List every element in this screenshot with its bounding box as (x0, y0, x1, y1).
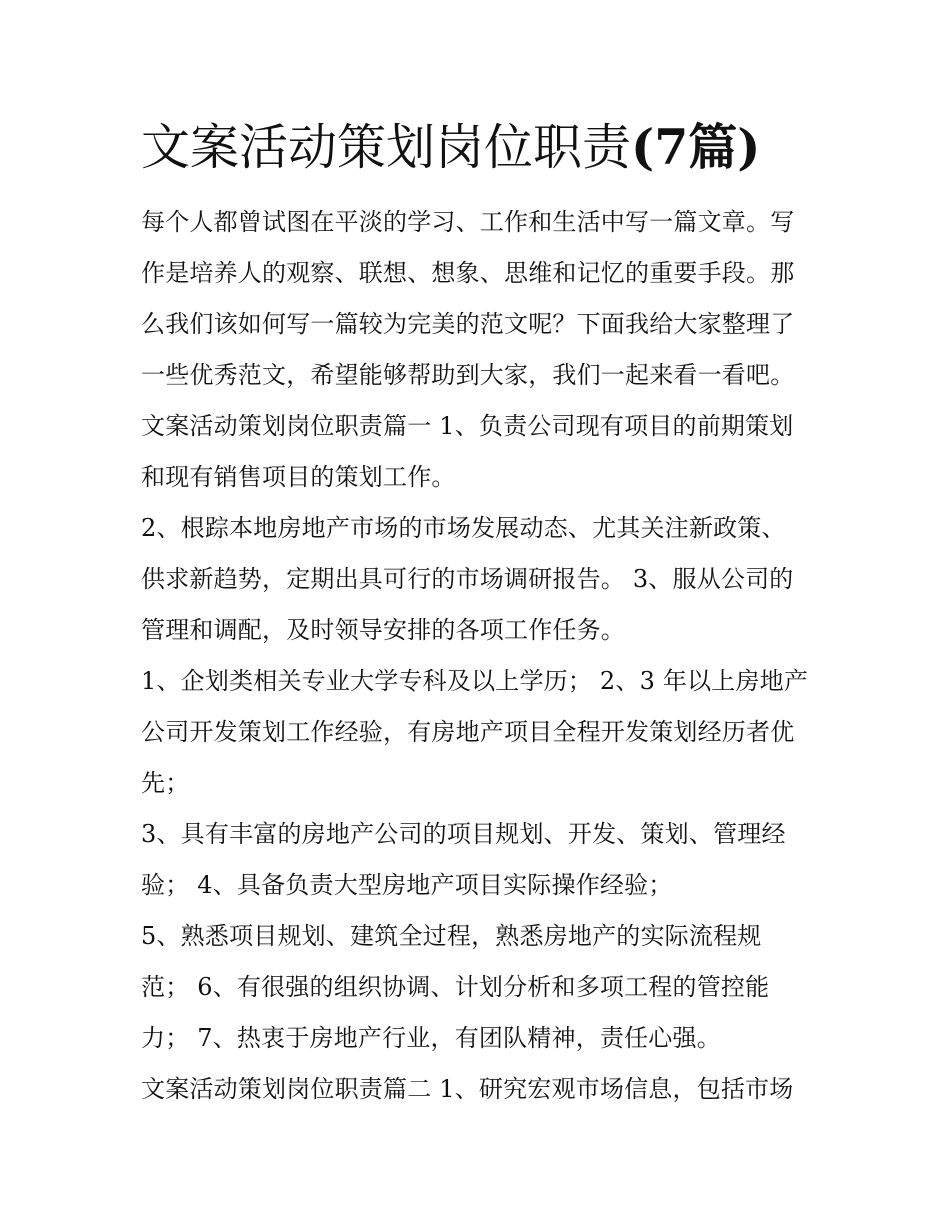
paragraph-line: 5、熟悉项目规划、建筑全过程，熟悉房地产的实际流程规 (141, 922, 762, 950)
paragraph-line: 一些优秀范文，希望能够帮助到大家，我们一起来看一看吧。 (141, 361, 795, 389)
title-main: 文案活动策划岗位职责 (141, 119, 632, 176)
paragraph-line: 验； 4、具备负责大型房地产项目实际操作经验； (141, 871, 673, 899)
paragraph-line: 每个人都曾试图在平淡的学习、工作和生活中写一篇文章。写 (141, 208, 795, 236)
paragraph-line: 文案活动策划岗位职责篇一 1、负责公司现有项目的前期策划 (141, 412, 794, 440)
document-title (141, 112, 760, 183)
paragraph-line: 公司开发策划工作经验，有房地产项目全程开发策划经历者优 (141, 718, 795, 746)
title-suffix: (7篇) (631, 118, 761, 176)
paragraph-line: 先； (141, 769, 190, 797)
paragraph-line: 范； 6、有很强的组织协调、计划分析和多项工程的管控能 (141, 973, 770, 1001)
paragraph-line: 1、企划类相关专业大学专科及以上学历； 2、3 年以上房地产 (141, 667, 809, 695)
paragraph-line: 么我们该如何写一篇较为完美的范文呢？下面我给大家整理了 (141, 310, 795, 338)
paragraph-line: 2、根踪本地房地产市场的市场发展动态、尤其关注新政策、 (141, 514, 786, 542)
paragraph-line: 管理和调配，及时领导安排的各项工作任务。 (141, 616, 625, 644)
paragraph-line: 文案活动策划岗位职责篇二 1、研究宏观市场信息，包括市场 (141, 1075, 794, 1103)
paragraph-line: 供求新趋势，定期出具可行的市场调研报告。 3、服从公司的 (141, 565, 794, 593)
paragraph-line: 和现有销售项目的策划工作。 (141, 463, 456, 491)
paragraph-line: 作是培养人的观察、联想、想象、思维和记忆的重要手段。那 (141, 259, 795, 287)
paragraph-line: 力； 7、热衷于房地产行业，有团队精神，责任心强。 (141, 1024, 721, 1052)
paragraph-line: 3、具有丰富的房地产公司的项目规划、开发、策划、管理经 (141, 820, 786, 848)
